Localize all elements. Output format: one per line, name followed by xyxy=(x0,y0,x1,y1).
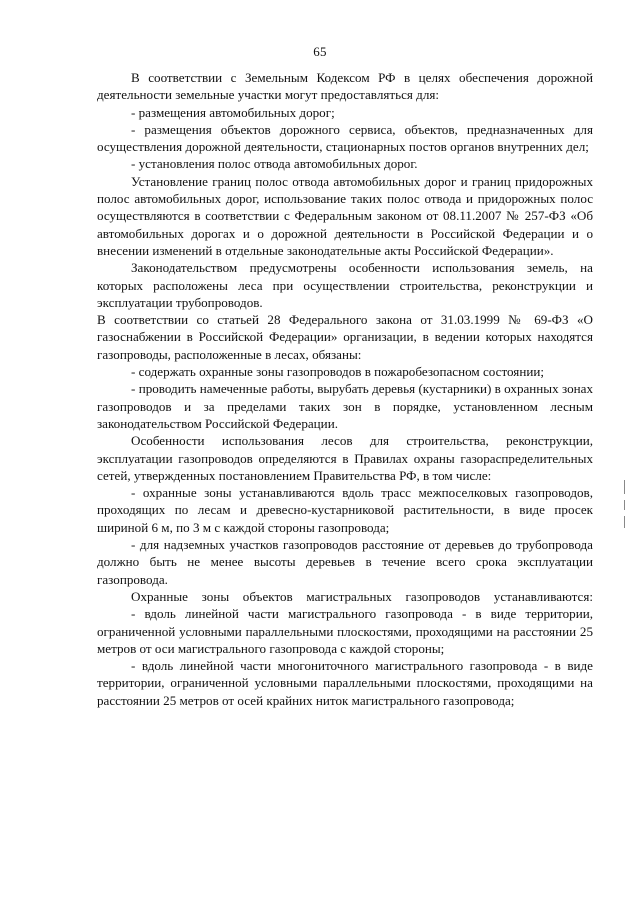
list-item: - для надземных участков газопроводов расстояние от деревьев до трубопровода должно быть не менее высоты деревьев в течение всего срока эксплуатации газопровода. xyxy=(97,537,593,587)
paragraph: Охранные зоны объектов магистральных газопроводов устанавливаются: xyxy=(131,588,593,604)
list-item: - проводить намеченные работы, вырубать деревья (кустарники) в охранных зонах газопроводов и за пределами таких зон в порядке, установленном лесным законодательством Российской Федерации. xyxy=(97,381,593,431)
list-item: - размещения объектов дорожного сервиса, объектов, предназначенных для осуществления дорожной деятельности, стационарных постов органов внутренних дел; xyxy=(97,121,593,155)
paragraph: Установление границ полос отвода автомобильных дорог и границ придорожных полос автомобильных дорог, использование таких полос отвода и придорожных полос осуществляются в соответствии с Федеральным законом от 08.11.2007 № 257-ФЗ «Об автомобильных дорогах и о дорожной деятельности в Российской Федерации и о внесении изменений в отдельные законодательные акты Российской Федерации». xyxy=(97,173,593,258)
scan-mark xyxy=(624,480,625,494)
scan-mark xyxy=(624,500,625,510)
list-item: - охранные зоны устанавливаются вдоль трасс межпоселковых газопроводов, проходящих по лесам и древесно-кустарниковой растительности, в виде просек шириной 6 м, по 3 м с каждой стороны газопровода; xyxy=(97,485,593,535)
paragraph: Законодательством предусмотрены особенности использования земель, на которых расположены леса при осуществлении строительства, реконструкции и эксплуатации трубопроводов. xyxy=(97,260,593,310)
list-item: - вдоль линейной части многониточного магистрального газопровода - в виде территории, ограниченной условными параллельными плоскостями, проходящими на расстоянии 25 метров от осей крайних ниток магистрального газопровода; xyxy=(97,658,593,708)
list-item: - установления полос отвода автомобильных дорог. xyxy=(131,156,418,172)
list-item: - размещения автомобильных дорог; xyxy=(131,104,335,120)
body-text xyxy=(97,69,593,709)
list-item: - вдоль линейной части магистрального газопровода - в виде территории, ограниченной условными параллельными плоскостями, проходящими на расстоянии 25 метров от оси магистрального газопровода с каждой стороны; xyxy=(97,606,593,656)
paragraph: В соответствии с Земельным Кодексом РФ в целях обеспечения дорожной деятельности земельные участки могут предоставляться для: xyxy=(97,70,593,103)
paragraph: В соответствии со статьей 28 Федерального закона от 31.03.1999 № 69-ФЗ «О газоснабжении в Российской Федерации» организации, в ведении которых находятся газопроводы, расположенные в лесах, обязаны: xyxy=(97,312,593,362)
page-number: 65 xyxy=(313,44,327,59)
scan-mark xyxy=(624,516,625,528)
paragraph: Особенности использования лесов для строительства, реконструкции, эксплуатации газопроводов определяются в Правилах охраны газораспределительных сетей, утвержденных постановлением Правительства РФ, в том числе: xyxy=(97,433,593,483)
scan-margin-marks xyxy=(624,480,626,540)
list-item: - содержать охранные зоны газопроводов в пожаробезопасном состоянии; xyxy=(131,364,544,380)
